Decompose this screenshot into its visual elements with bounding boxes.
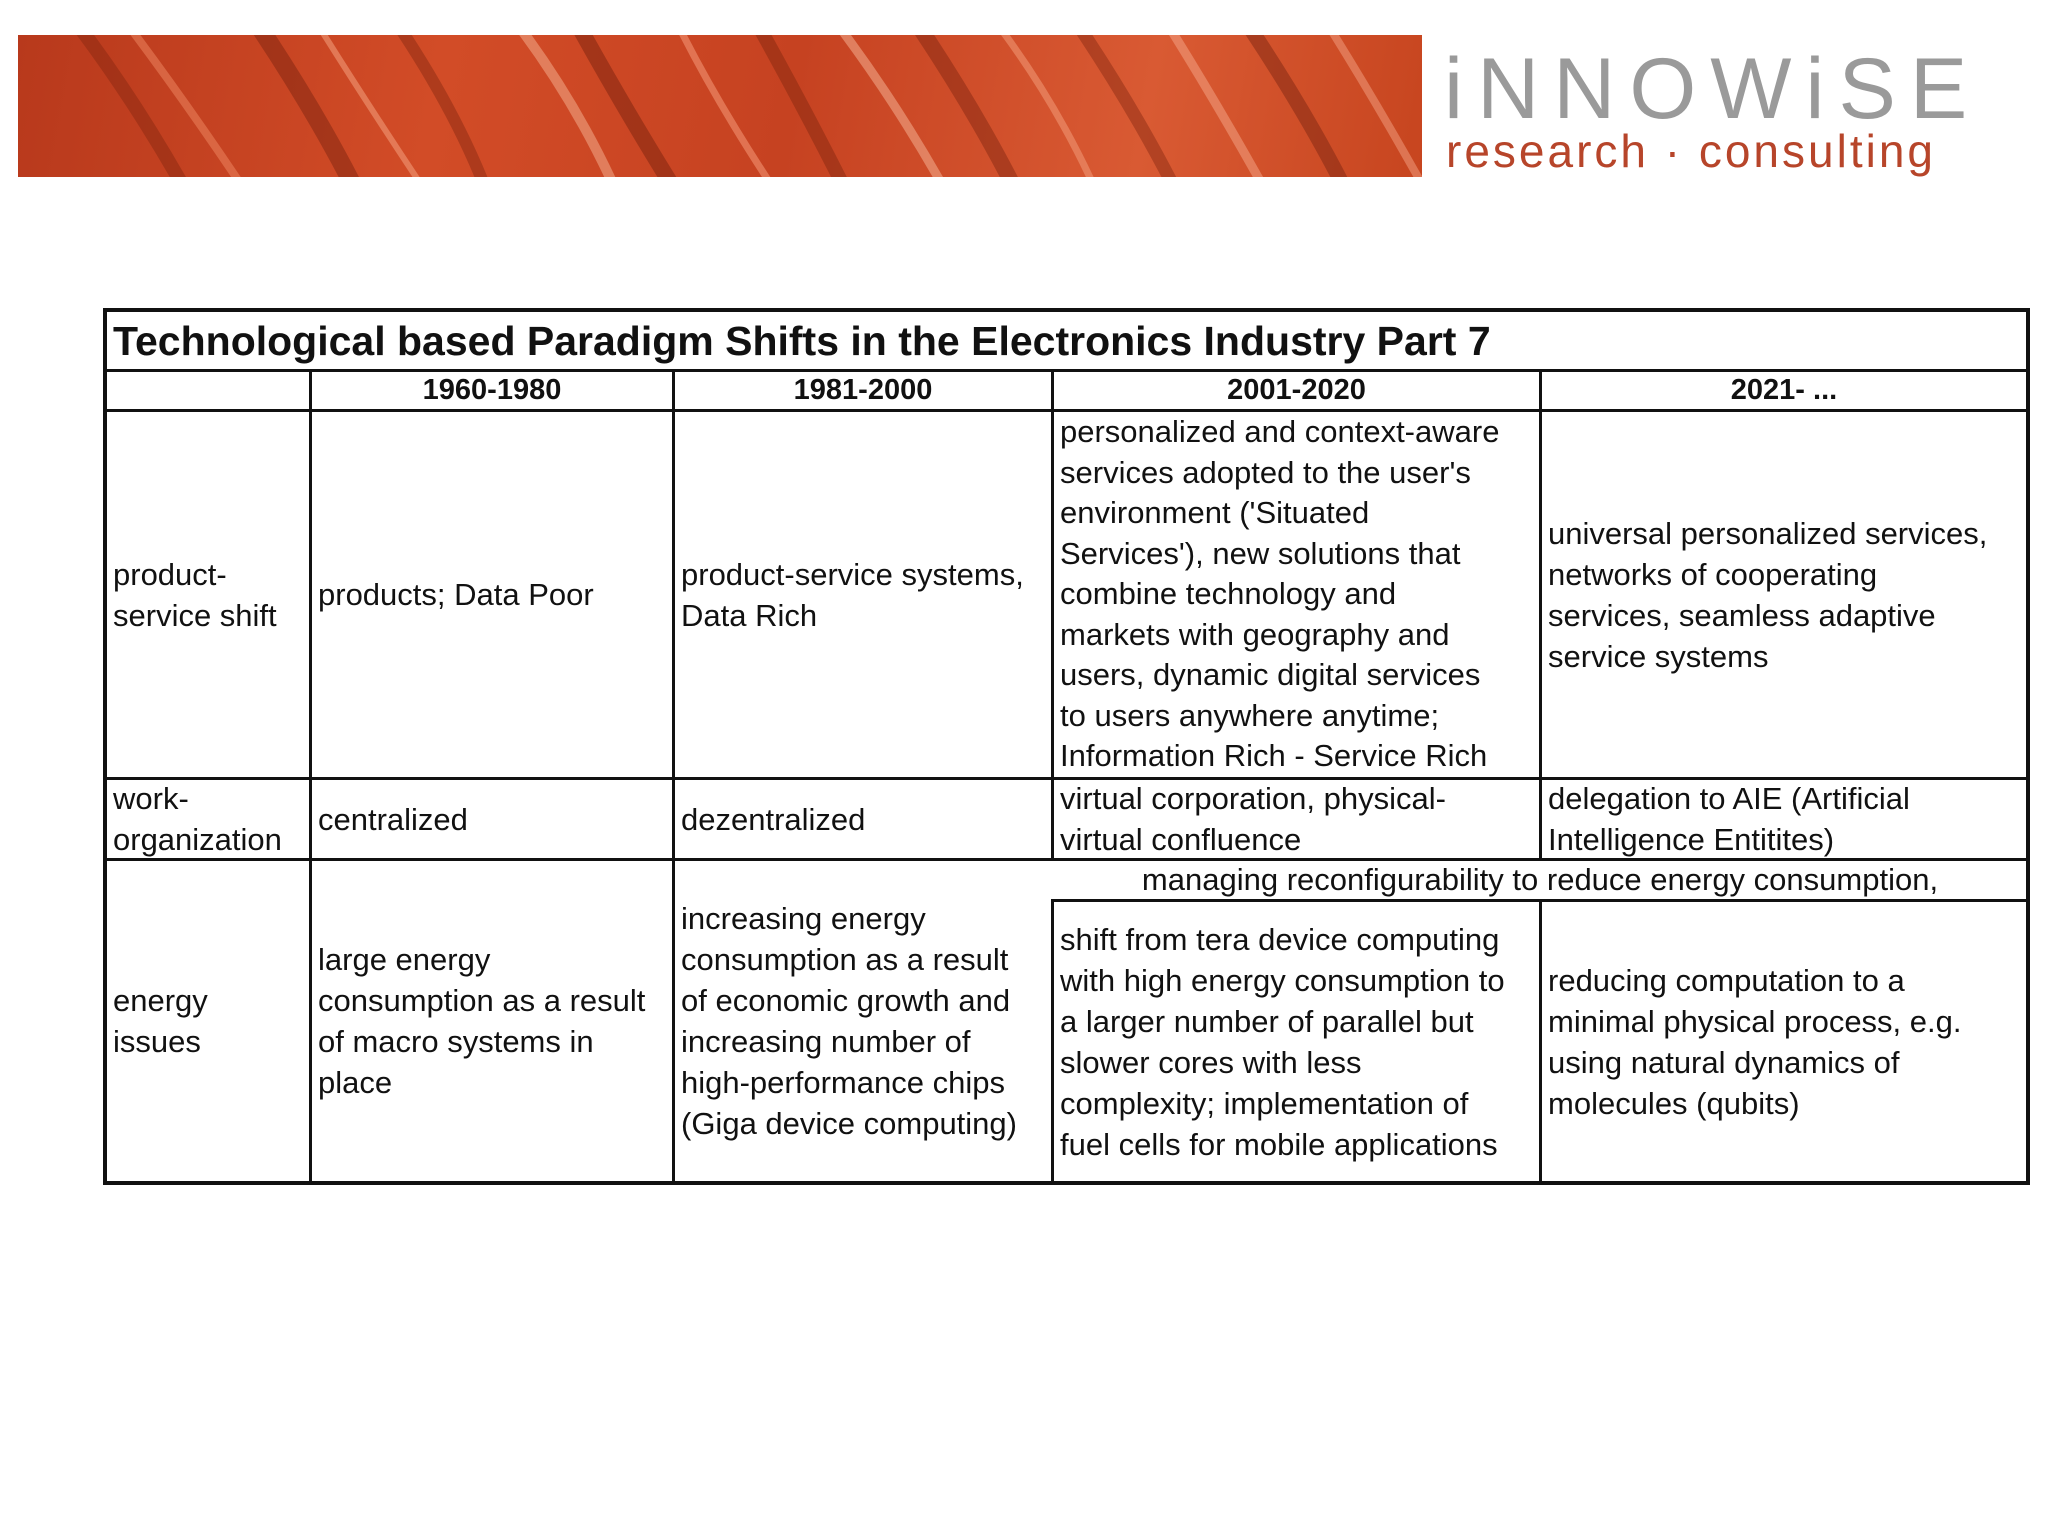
logo-wordmark: iNNOWiSE <box>1444 41 1982 137</box>
table-cell: increasing energy consumption as a result of economic growth and increasing number of high-performance chips (Giga device computing) <box>681 901 1017 1141</box>
table-cell: product-service systems, Data Rich <box>681 556 1024 633</box>
row-label: work- organization <box>113 781 282 857</box>
column-header <box>107 372 309 409</box>
table-cell: virtual corporation, physical- virtual confluence <box>1060 781 1446 857</box>
table-cell: products; Data Poor <box>318 577 594 612</box>
innowise-logo <box>1440 40 2030 180</box>
table-cell: delegation to AIE (Artificial Intelligence Entitites) <box>1548 781 1910 857</box>
paradigm-shift-table <box>103 308 2030 1185</box>
table-cell: large energy consumption as a result of macro systems in place <box>318 942 646 1100</box>
column-header: 1960-1980 <box>422 374 562 406</box>
row-label: product- service shift <box>113 556 277 633</box>
table-cell: personalized and context-aware services adopted to the user's environment ('Situated Services'), new solutions that combine technology and markets with geography and users, dynamic digital services to users anywhere anytime; Information Rich - Service Rich <box>1060 414 1500 774</box>
banner-texture <box>18 35 1422 177</box>
logo-tagline: research · consulting <box>1446 125 1936 177</box>
table-cell: universal personalized services, networks of cooperating services, seamless adaptive service systems <box>1548 515 1988 674</box>
row-label: energy issues <box>113 983 208 1059</box>
table-cell: dezentralized <box>681 801 866 837</box>
table-cell: reducing computation to a minimal physical process, e.g. using natural dynamics of molecules (qubits) <box>1548 962 1962 1121</box>
column-header: 1981-2000 <box>793 374 933 406</box>
table-cell: shift from tera device computing with high energy consumption to a larger number of parallel but slower cores with less complexity; implementation of fuel cells for mobile applications <box>1060 921 1505 1162</box>
table-title: Technological based Paradigm Shifts in the Electronics Industry Part 7 <box>113 317 1491 364</box>
spanning-cell: managing reconfigurability to reduce energy consumption, <box>1141 862 1939 897</box>
column-header: 2001-2020 <box>1227 374 1366 406</box>
column-header: 2021- ... <box>1730 374 1838 406</box>
table-cell: centralized <box>318 801 468 837</box>
header-banner-image <box>18 35 1422 177</box>
